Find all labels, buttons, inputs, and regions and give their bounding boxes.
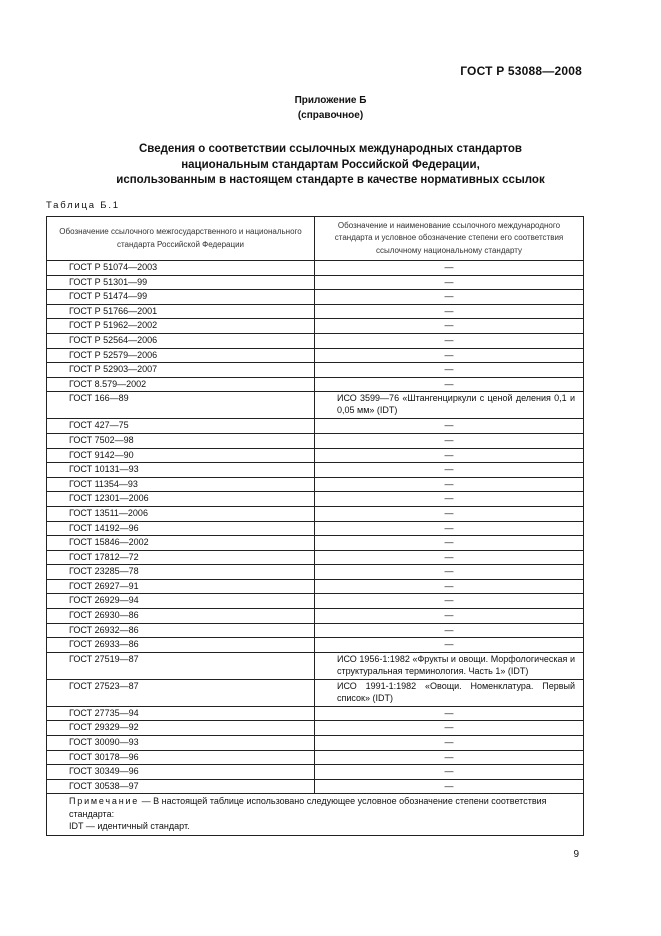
international-standard-cell: —	[315, 565, 584, 580]
table-row	[47, 348, 584, 363]
international-standard-cell: —	[315, 419, 584, 434]
international-standard-cell: ИСО 3599—76 «Штангенциркули с ценой деления 0,1 и 0,05 мм» (IDT)	[315, 392, 584, 419]
international-standard-cell: —	[315, 304, 584, 319]
table-row	[47, 419, 584, 434]
national-standard-cell: ГОСТ Р 51301—99	[47, 275, 315, 290]
table-row	[47, 736, 584, 751]
table-row	[47, 609, 584, 624]
international-standard-cell: —	[315, 623, 584, 638]
table-row	[47, 319, 584, 334]
table-body	[47, 261, 584, 794]
table-row	[47, 536, 584, 551]
note-idt-definition: IDT — идентичный стандарт.	[69, 821, 190, 832]
national-standard-cell: ГОСТ 9142—90	[47, 448, 315, 463]
international-standard-cell: —	[315, 433, 584, 448]
international-standard-cell: —	[315, 275, 584, 290]
table-row	[47, 594, 584, 609]
table-row	[47, 521, 584, 536]
national-standard-cell: ГОСТ 15846—2002	[47, 536, 315, 551]
national-standard-cell: ГОСТ 8.579—2002	[47, 377, 315, 392]
international-standard-cell: —	[315, 779, 584, 794]
table-row	[47, 550, 584, 565]
national-standard-cell: ГОСТ 10131—93	[47, 463, 315, 478]
table-row	[47, 779, 584, 794]
national-standard-cell: ГОСТ 26930—86	[47, 609, 315, 624]
national-standard-cell: ГОСТ 30178—96	[47, 750, 315, 765]
table-row	[47, 623, 584, 638]
annex-kind: (справочное)	[297, 110, 364, 121]
international-standard-cell: —	[315, 333, 584, 348]
table-caption: Таблица Б.1	[46, 200, 120, 211]
section-title-line: Сведения о соответствии ссылочных международных стандартов	[138, 143, 522, 155]
table-row	[47, 261, 584, 276]
table-row	[47, 392, 584, 419]
international-standard-cell: —	[315, 550, 584, 565]
table-row	[47, 721, 584, 736]
column-header-international-standard: Обозначение и наименование ссылочного международного стандарта и условное обозначение степени его соответствия ссылочному национальному стандарту	[315, 217, 584, 261]
national-standard-cell: ГОСТ 11354—93	[47, 477, 315, 492]
document-code: ГОСТ Р 53088—2008	[460, 64, 582, 78]
table-row	[47, 579, 584, 594]
national-standard-cell: ГОСТ Р 51474—99	[47, 290, 315, 305]
international-standard-cell: —	[315, 750, 584, 765]
table-row	[47, 679, 584, 706]
international-standard-cell: —	[315, 377, 584, 392]
international-standard-cell: —	[315, 319, 584, 334]
international-standard-cell: —	[315, 721, 584, 736]
table-row	[47, 290, 584, 305]
national-standard-cell: ГОСТ 30349—96	[47, 765, 315, 780]
table-row	[47, 652, 584, 679]
note-text: — В настоящей таблице использовано следующее условное обозначение степени соответствия стандарта:	[69, 796, 547, 819]
reference-table-container	[46, 216, 583, 836]
note-label: Примечание	[69, 796, 140, 807]
section-title	[0, 142, 661, 189]
table-row	[47, 492, 584, 507]
international-standard-cell: —	[315, 536, 584, 551]
national-standard-cell: ГОСТ 30090—93	[47, 736, 315, 751]
table-note-row	[47, 794, 584, 836]
national-standard-cell: ГОСТ 14192—96	[47, 521, 315, 536]
table-row	[47, 706, 584, 721]
national-standard-cell: ГОСТ Р 51962—2002	[47, 319, 315, 334]
international-standard-cell: —	[315, 706, 584, 721]
international-standard-cell: —	[315, 765, 584, 780]
table-header-row	[47, 217, 584, 261]
national-standard-cell: ГОСТ Р 52903—2007	[47, 363, 315, 378]
table-row	[47, 433, 584, 448]
table-row	[47, 506, 584, 521]
international-standard-cell: —	[315, 463, 584, 478]
national-standard-cell: ГОСТ 13511—2006	[47, 506, 315, 521]
national-standard-cell: ГОСТ Р 52579—2006	[47, 348, 315, 363]
national-standard-cell: ГОСТ Р 51766—2001	[47, 304, 315, 319]
national-standard-cell: ГОСТ 27523—87	[47, 679, 315, 706]
reference-table	[46, 216, 584, 836]
international-standard-cell: —	[315, 638, 584, 653]
international-standard-cell: ИСО 1956-1:1982 «Фрукты и овощи. Морфологическая и структуральная терминология. Часть 1» (IDT)	[315, 652, 584, 679]
national-standard-cell: ГОСТ 26927—91	[47, 579, 315, 594]
table-row	[47, 333, 584, 348]
table-row	[47, 275, 584, 290]
table-row	[47, 304, 584, 319]
table-note	[47, 794, 584, 836]
table-row	[47, 765, 584, 780]
annex-heading	[0, 93, 661, 123]
national-standard-cell: ГОСТ 27519—87	[47, 652, 315, 679]
table-row	[47, 477, 584, 492]
international-standard-cell: —	[315, 609, 584, 624]
annex-title: Приложение Б	[294, 95, 367, 106]
national-standard-cell: ГОСТ 427—75	[47, 419, 315, 434]
table-row	[47, 448, 584, 463]
national-standard-cell: ГОСТ 166—89	[47, 392, 315, 419]
international-standard-cell: —	[315, 506, 584, 521]
international-standard-cell: —	[315, 290, 584, 305]
international-standard-cell: —	[315, 348, 584, 363]
national-standard-cell: ГОСТ 7502—98	[47, 433, 315, 448]
national-standard-cell: ГОСТ 26933—86	[47, 638, 315, 653]
international-standard-cell: —	[315, 594, 584, 609]
column-header-national-standard: Обозначение ссылочного межгосударственного и национального стандарта Российской Федерации	[47, 217, 315, 261]
international-standard-cell: —	[315, 477, 584, 492]
page-number: 9	[573, 849, 579, 860]
international-standard-cell: —	[315, 261, 584, 276]
national-standard-cell: ГОСТ 26932—86	[47, 623, 315, 638]
national-standard-cell: ГОСТ 29329—92	[47, 721, 315, 736]
international-standard-cell: —	[315, 448, 584, 463]
table-row	[47, 565, 584, 580]
table-row	[47, 463, 584, 478]
section-title-line: национальным стандартам Российской Федерации,	[181, 158, 480, 171]
table-row	[47, 377, 584, 392]
international-standard-cell: —	[315, 492, 584, 507]
table-row	[47, 638, 584, 653]
national-standard-cell: ГОСТ 12301—2006	[47, 492, 315, 507]
international-standard-cell: —	[315, 521, 584, 536]
national-standard-cell: ГОСТ 26929—94	[47, 594, 315, 609]
international-standard-cell: —	[315, 363, 584, 378]
table-row	[47, 750, 584, 765]
national-standard-cell: ГОСТ 17812—72	[47, 550, 315, 565]
national-standard-cell: ГОСТ 30538—97	[47, 779, 315, 794]
international-standard-cell: ИСО 1991-1:1982 «Овощи. Номенклатура. Первый список» (IDT)	[315, 679, 584, 706]
table-row	[47, 363, 584, 378]
international-standard-cell: —	[315, 579, 584, 594]
national-standard-cell: ГОСТ 23285—78	[47, 565, 315, 580]
section-title-line: использованным в настоящем стандарте в качестве нормативных ссылок	[116, 174, 545, 186]
national-standard-cell: ГОСТ Р 51074—2003	[47, 261, 315, 276]
national-standard-cell: ГОСТ Р 52564—2006	[47, 333, 315, 348]
national-standard-cell: ГОСТ 27735—94	[47, 706, 315, 721]
international-standard-cell: —	[315, 736, 584, 751]
